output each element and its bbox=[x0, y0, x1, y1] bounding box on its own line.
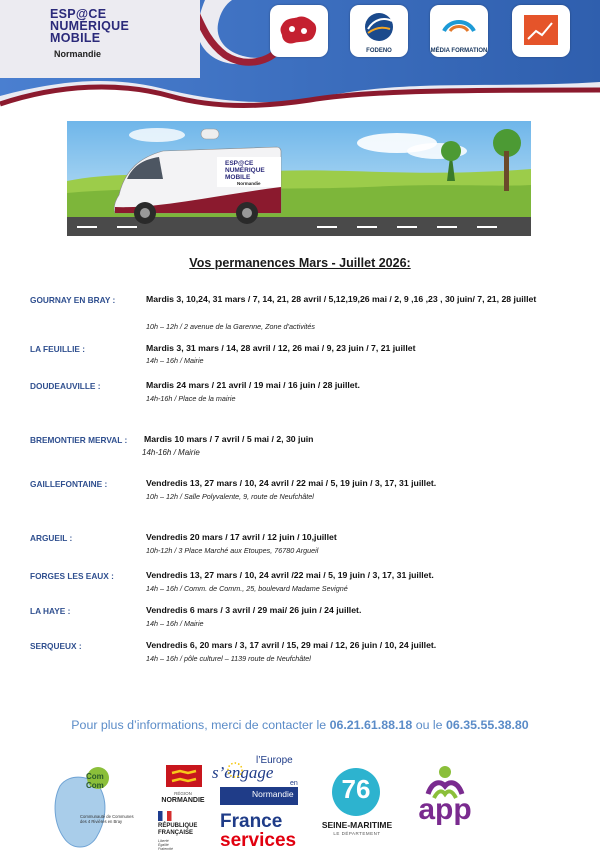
logo-text: ESP@CE NUMÉRIQUE MOBILE bbox=[50, 7, 130, 45]
van-text-line3: MOBILE bbox=[225, 174, 251, 181]
town-name: GOURNAY EN BRAY : bbox=[30, 295, 116, 305]
phone-number-1[interactable]: 06.21.61.88.18 bbox=[329, 718, 413, 732]
town-name: BREMONTIER MERVAL : bbox=[30, 435, 128, 445]
contact-line bbox=[0, 718, 600, 732]
contact-prefix: Pour plus d’informations, merci de contacter le bbox=[71, 718, 330, 732]
comcom-text1: Com bbox=[86, 772, 104, 781]
location-info: 10h-12h / 3 Place Marché aux Etoupes, 76780 Argueil bbox=[146, 546, 319, 555]
location-info: 10h – 12h / 2 avenue de la Garenne, Zone d’activités bbox=[146, 322, 316, 331]
fodeno-logo: FODENO bbox=[350, 5, 408, 57]
france-services-text1: France bbox=[220, 811, 283, 832]
rf-text2: FRANÇAISE bbox=[158, 830, 194, 836]
app-text: app bbox=[418, 793, 472, 826]
van-text-line1: ESP@CE bbox=[225, 160, 254, 167]
page-title: Vos permanences Mars - Juillet 2026: bbox=[189, 256, 411, 270]
location-info: 14h – 16h / pôle culturel – 1139 route de Neufchâtel bbox=[146, 654, 311, 663]
sm-text2: LE DÉPARTEMENT bbox=[333, 831, 381, 836]
eu-stars-icon bbox=[224, 761, 246, 779]
van-text-line2: NUMÉRIQUE bbox=[225, 167, 265, 174]
europe-text1: l’Europe bbox=[256, 755, 293, 766]
france-services-text2: services bbox=[220, 830, 297, 851]
location-info: 10h – 12h / Salle Polyvalente, 9, route de Neufchâtel bbox=[146, 492, 314, 501]
europe-text2: s’engage bbox=[212, 763, 274, 782]
region-rf-logos bbox=[158, 765, 208, 855]
phone-number-2[interactable]: 06.35.55.38.80 bbox=[446, 718, 529, 732]
rf-motto: Liberté Égalité Fraternité bbox=[158, 839, 173, 851]
town-name: FORGES LES EAUX : bbox=[30, 571, 114, 581]
comcom-text2: Com bbox=[86, 781, 104, 790]
town-name: GAILLEFONTAINE : bbox=[30, 479, 108, 489]
contact-middle: ou le bbox=[412, 718, 447, 732]
dates-text: Mardis 10 mars / 7 avril / 5 mai / 2, 30 juin bbox=[144, 434, 314, 444]
europe-text3: en bbox=[290, 780, 298, 787]
region-map-logo bbox=[270, 5, 328, 57]
map-icon bbox=[270, 5, 328, 57]
dates-text: Mardis 3, 31 mars / 14, 28 avril / 12, 26 mai / 9, 23 juin / 7, 21 juillet bbox=[146, 343, 416, 353]
town-name: ARGUEIL : bbox=[30, 533, 73, 543]
location-info: 14h – 16h / Mairie bbox=[146, 356, 204, 365]
europe-france-services-logo bbox=[208, 755, 308, 855]
chart-icon bbox=[512, 5, 570, 57]
sm-text1: SEINE-MARITIME bbox=[321, 820, 393, 830]
dates-text: Vendredis 6, 20 mars / 3, 17 avril / 15, 29 mai / 12, 26 juin / 10, 24 juillet. bbox=[146, 640, 437, 650]
dates-text: Vendredis 13, 27 mars / 10, 24 avril /22 mai / 5, 19 juin / 3, 17, 31 juillet. bbox=[146, 570, 434, 580]
location-info: 14h-16h / Place de la mairie bbox=[146, 394, 236, 403]
seine-maritime-logo bbox=[320, 766, 394, 840]
location-info: 14h – 16h / Comm. de Comm., 25, boulevard Madame Sevigné bbox=[146, 584, 348, 593]
comcom-text4: des 4 Rivières en Bray bbox=[80, 819, 123, 824]
app-logo bbox=[414, 764, 476, 834]
logo-region: Normandie bbox=[54, 49, 102, 59]
region-label: RÉGION bbox=[174, 791, 192, 796]
dates-text: Mardis 24 mars / 21 avril / 19 mai / 16 juin / 28 juillet. bbox=[146, 380, 360, 390]
chart-logo bbox=[512, 5, 570, 57]
comcom-text3: Communauté de Communes bbox=[80, 814, 134, 819]
van-scene bbox=[67, 121, 531, 236]
region-name: NORMANDIE bbox=[161, 797, 205, 804]
espace-numerique-mobile-logo bbox=[8, 0, 158, 70]
town-name: LA FEUILLIE : bbox=[30, 344, 85, 354]
location-info: 14h-16h / Mairie bbox=[142, 448, 200, 457]
dates-text: Mardis 3, 10,24, 31 mars / 7, 14, 21, 28 avril / 5,12,19,26 mai / 2, 9 ,16 ,23 , 30 juin/ 7, 21, 28 juillet bbox=[146, 294, 537, 304]
town-name: LA HAYE : bbox=[30, 606, 71, 616]
location-info: 14h – 16h / Mairie bbox=[146, 619, 204, 628]
dates-text: Vendredis 20 mars / 17 avril / 12 juin / 10,juillet bbox=[146, 532, 337, 542]
rf-text1: RÉPUBLIQUE bbox=[158, 823, 198, 829]
marianne-icon bbox=[158, 811, 172, 821]
europe-text4: Normandie bbox=[252, 789, 294, 799]
media-formation-logo: MÉDIA FORMATION bbox=[430, 5, 488, 57]
dates-text: Vendredis 13, 27 mars / 10, 24 avril / 22 mai / 5, 19 juin / 3, 17, 31 juillet. bbox=[146, 478, 437, 488]
header-banner bbox=[0, 0, 600, 110]
sm-number: 76 bbox=[341, 774, 371, 804]
dates-text: Vendredis 6 mars / 3 avril / 29 mai/ 26 juin / 24 juillet. bbox=[146, 605, 362, 615]
comcom-logo bbox=[50, 762, 150, 854]
town-name: DOUDEAUVILLE : bbox=[30, 381, 101, 391]
van-text-line4: Normandie bbox=[237, 181, 261, 186]
town-name: SERQUEUX : bbox=[30, 641, 82, 651]
van-illustration bbox=[67, 121, 531, 236]
